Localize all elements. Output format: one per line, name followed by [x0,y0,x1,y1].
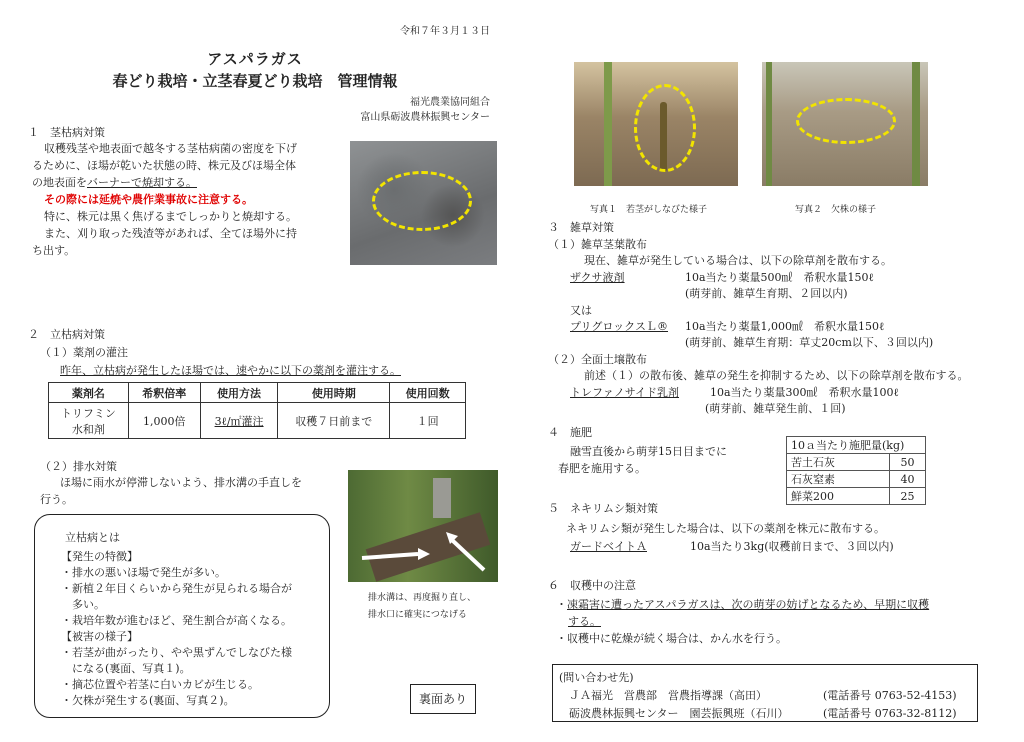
fertilizer-table [786,436,926,505]
photo2-caption: 写真２ 欠株の様子 [795,205,877,215]
section1-body: 収穫残茎や地表面で越冬する茎枯病菌の密度を下げ るために、ほ場が乾いた状態の時、株元及びほ場全体 の地表面をバーナーで焼却する。 その際には延焼や農作業事故に注意する。 特に、株元は黒く焦げるまでしっかりと焼却する。 また、刈り取った残渣等があれば、全てほ場外に持 ち出す。 [32,140,350,259]
chem-zaxa: ザクサ液剤 [570,271,625,284]
section4-heading: ４ 施肥 [548,426,592,439]
section5-heading: ５ ネキリムシ類対策 [548,502,658,515]
chem-treflan: トレファノサイド乳剤 [570,386,680,399]
missing-plant-photo [762,62,928,186]
section2-sub2: （２）排水対策 [40,460,117,473]
org-center: 富山県砺波農林振興センター [360,112,490,123]
highlight-ellipse [372,171,472,231]
section2-heading: ２ 立枯病対策 [28,328,105,341]
title-line1: アスパラガス [207,50,303,68]
section3-sub2: （２）全面土壌散布 [548,353,647,366]
burnt-field-photo [350,141,497,265]
wilted-shoot-photo [574,62,738,186]
table-row: 苦土石灰 50 [787,454,926,471]
wilt-info-box: 立枯病とは 【発生の特徴】 ・排水の悪いほ場で発生が多い。 ・新植２年目くらいから発生が見られる場合が 多い。 ・栽培年数が進むほど、発生割合が高くなる。 【被害の様子】 ・若茎が曲がったり、やや黒ずんでしなびた様 になる(裏面、写真１)。 ・摘芯位置や若茎に白いカビが生じる。 ・欠株が発生する(裏面、写真２)。 [34,514,330,718]
date: 令和７年３月１３日 [400,26,490,37]
highlight-ellipse [796,98,896,144]
highlight-ellipse [634,84,696,172]
section6-heading: ６ 収穫中の注意 [548,579,636,592]
title-line2: 春どり栽培・立茎春夏どり栽培 管理情報 [112,72,398,90]
fungicide-table: 薬剤名 希釈倍率 使用方法 使用時期 使用回数 トリフミン 水和剤 1,000倍 3ℓ/㎡灌注 収穫７日前まで １回 [48,382,466,439]
contact-box: (問い合わせ先) ＪＡ福光 営農部 営農指導課（高田） (電話番号 0763-52-4153) 砺波農林振興センター 園芸振興班（石川） (電話番号 0763-32-8112) [552,664,978,722]
back-side-label: 裏面あり [410,684,476,714]
section3-sub1: （１）雑草茎葉散布 [548,238,647,251]
section2-text1: 昨年、立枯病が発生したほ場では、速やかに以下の薬剤を灌注する。 [60,364,401,377]
table-row: 石灰窒素 40 [787,471,926,488]
section2-text2: ほ場に雨水が停滞しないよう、排水溝の手直しを 行う。 [40,476,302,506]
chemical-name: トリフミン 水和剤 [49,403,129,439]
section2-sub1: （１）薬剤の灌注 [40,346,128,359]
warning-text: その際には延焼や農作業事故に注意する。 [44,193,253,206]
chem-guardbait: ガードベイトＡ [570,540,647,553]
section1-heading: １ 茎枯病対策 [28,126,105,139]
arrow-icons [348,470,498,582]
photo1-caption: 写真１ 若茎がしなびた様子 [590,205,708,215]
section3-heading: ３ 雑草対策 [548,221,614,234]
box-title: 立枯病とは [65,531,120,544]
chem-priglox: プリグロックスＬ® [570,320,669,333]
ditch-caption: 排水溝は、再度掘り直し、 排水口に確実につなげる [368,593,477,620]
fertilizer-table-header: 10ａ当たり施肥量(kg) [787,437,926,454]
org-ja: 福光農業協同組合 [410,97,490,108]
table-row: 鮮菜200 25 [787,488,926,505]
drainage-ditch-photo [348,470,498,582]
